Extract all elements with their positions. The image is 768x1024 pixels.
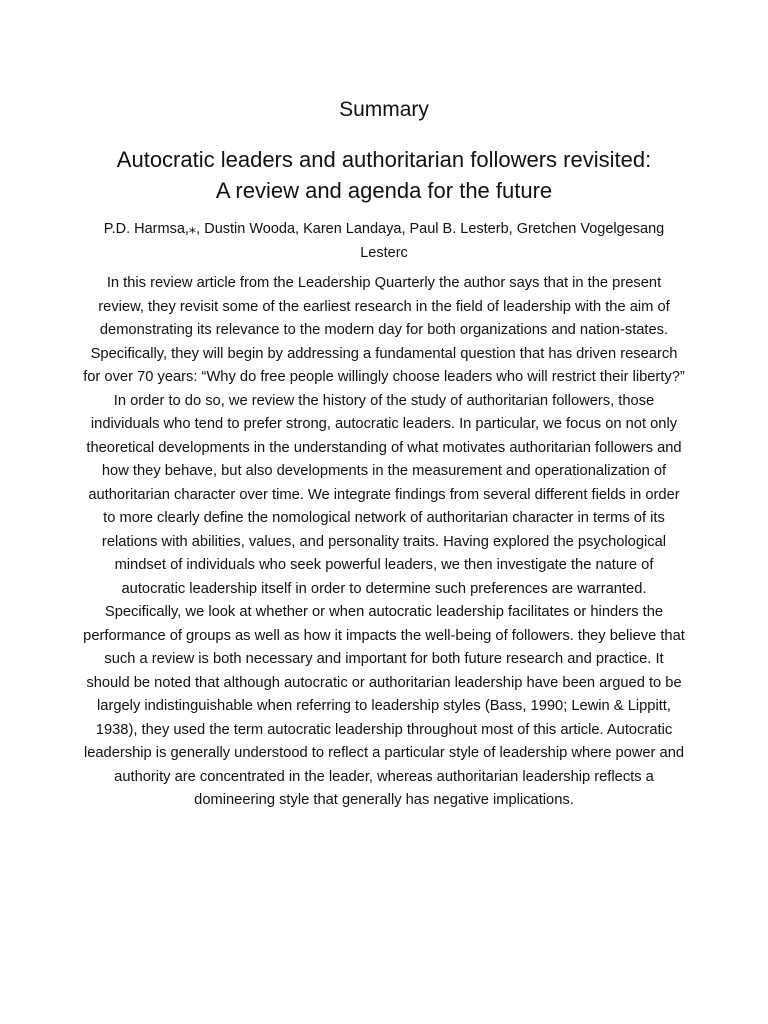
title-line-2: A review and agenda for the future bbox=[215, 178, 553, 203]
article-title bbox=[60, 144, 708, 206]
author-list: P.D. Harmsa,⁎, Dustin Wooda, Karen Landaya, Paul B. Lesterb, Gretchen Vogelgesang Lesterc bbox=[103, 221, 665, 261]
summary-paragraph: In this review article from the Leadership Quarterly the author says that in the present review, they revisit some of the earliest research in the field of leadership with the aim of demonstrating its relevance to the modern day for both organizations and nation-states. Specifically, they will begin by addressing a fundamental question that has driven research for over 70 years: “Why do free people willingly choose leaders who will restrict their liberty?” In order to do so, we review the history of the study of authoritarian followers, those individuals who tend to prefer strong, autocratic leaders. In particular, we focus on not only theoretical developments in the understanding of what motivates authoritarian followers and how they behave, but also developments in the measurement and operationalization of authoritarian character over time. We integrate findings from several different fields in order to more clearly define the nomological network of authoritarian character in terms of its relations with abilities, values, and personality traits. Having explored the psychological mindset of individuals who seek powerful leaders, we then investigate the nature of autocratic leadership itself in order to determine such preferences are warranted. Specifically, we look at whether or when autocratic leadership facilitates or hinders the performance of groups as well as how it impacts the well-being of followers. they believe that such a review is both necessary and important for both future research and practice. It should be noted that although autocratic or authoritarian leadership have been argued to be largely indistinguishable when referring to leadership styles (Bass, 1990; Lewin & Lippitt, 1938), they used the term autocratic leadership throughout most of this article. Autocratic leadership is generally understood to reflect a particular style of leadership where power and authority are concentrated in the leader, whereas authoritarian leadership reflects a domineering style that generally has negative implications. bbox=[83, 275, 685, 808]
summary-heading: Summary bbox=[339, 98, 429, 121]
title-line-1: Autocratic leaders and authoritarian followers revisited: bbox=[116, 147, 652, 172]
